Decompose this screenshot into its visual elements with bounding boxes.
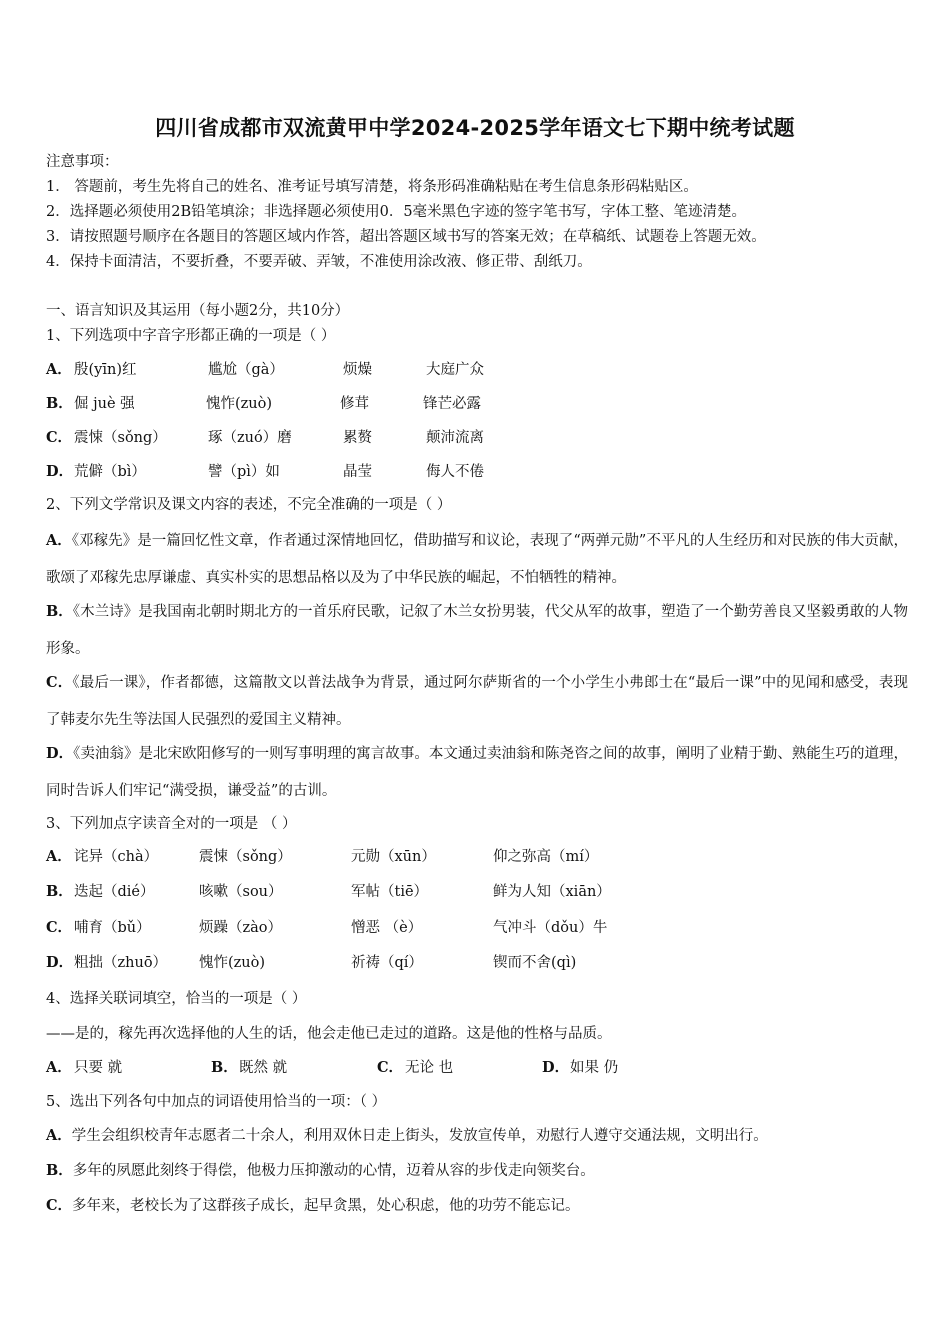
q2-option-d: D．《卖油翁》是北宋欧阳修写的一则写事明理的寓言故事。本文通过卖油翁和陈尧咨之间的故事，阐明了业精于勤、熟能生巧的道理，同时告诉人们牢记“满受损，谦受益”的古训。 bbox=[46, 745, 909, 799]
q5-option-c: C．多年来，老校长为了这群孩子成长，起早贪黑，处心积虑，他的功劳不能忘记。 bbox=[46, 1197, 580, 1214]
notice-item: 3．请按照题号顺序在各题目的答题区域内作答，超出答题区域书写的答案无效；在草稿纸、试题卷上答题无效。 bbox=[46, 229, 766, 245]
q5-option-b: B．多年的夙愿此刻终于得偿，他极力压抑激动的心情，迈着从容的步伐走向领奖台。 bbox=[46, 1162, 595, 1179]
question-stem: 5、选出下列各句中加点的词语使用恰当的一项：（ ） bbox=[46, 1094, 387, 1110]
notice-item: 4．保持卡面清洁，不要折叠，不要弄破、弄皱，不准使用涂改液、修正带、刮纸刀。 bbox=[46, 254, 592, 270]
question-stem: 1、下列选项中字音字形都正确的一项是（ ） bbox=[46, 328, 336, 344]
q2-option-b: B．《木兰诗》是我国南北朝时期北方的一首乐府民歌，记叙了木兰女扮男装，代父从军的故事，塑造了一个勤劳善良又坚毅勇敢的人物形象。 bbox=[46, 603, 908, 657]
q2-option-c: C．《最后一课》，作者都德，这篇散文以普法战争为背景，通过阿尔萨斯省的一个小学生小弗郎士在“最后一课”中的见闻和感受，表现了韩麦尔先生等法国人民强烈的爱国主义精神。 bbox=[46, 674, 909, 728]
notice-item: 2．选择题必须使用2B铅笔填涂；非选择题必须使用0．5毫米黑色字迹的签字笔书写，字体工整、笔迹清楚。 bbox=[46, 204, 747, 220]
question-stem: 4、选择关联词填空，恰当的一项是（ ） bbox=[46, 991, 307, 1007]
question-sentence: ——是的，稼先再次选择他的人生的话，他会走他已走过的道路。这是他的性格与品质。 bbox=[46, 1026, 612, 1042]
page-title: 四川省成都市双流黄甲中学2024-2025学年语文七下期中统考试题 bbox=[155, 116, 795, 140]
section-heading: 一、语言知识及其运用（每小题2分，共10分） bbox=[46, 303, 350, 319]
q5-option-a: A．学生会组织校青年志愿者二十余人，利用双休日走上街头，发放宣传单，劝慰行人遵守交通法规，文明出行。 bbox=[46, 1127, 768, 1144]
question-stem: 2、下列文学常识及课文内容的表述，不完全准确的一项是（ ） bbox=[46, 497, 452, 513]
notice-item: 1． 答题前，考生先将自己的姓名、准考证号填写清楚，将条形码准确粘贴在考生信息条形码粘贴区。 bbox=[46, 179, 698, 195]
notice-heading: 注意事项： bbox=[46, 154, 119, 170]
question-stem: 3、下列加点字读音全对的一项是 （ ） bbox=[46, 816, 297, 832]
q2-option-a: A．《邓稼先》是一篇回忆性文章，作者通过深情地回忆，借助描写和议论，表现了“两弹元勋”不平凡的人生经历和对民族的伟大贡献，歌颂了邓稼先忠厚谦虚、真实朴实的思想品格以及为了中华民族的崛起，不怕牺牲的精神。 bbox=[46, 532, 908, 586]
